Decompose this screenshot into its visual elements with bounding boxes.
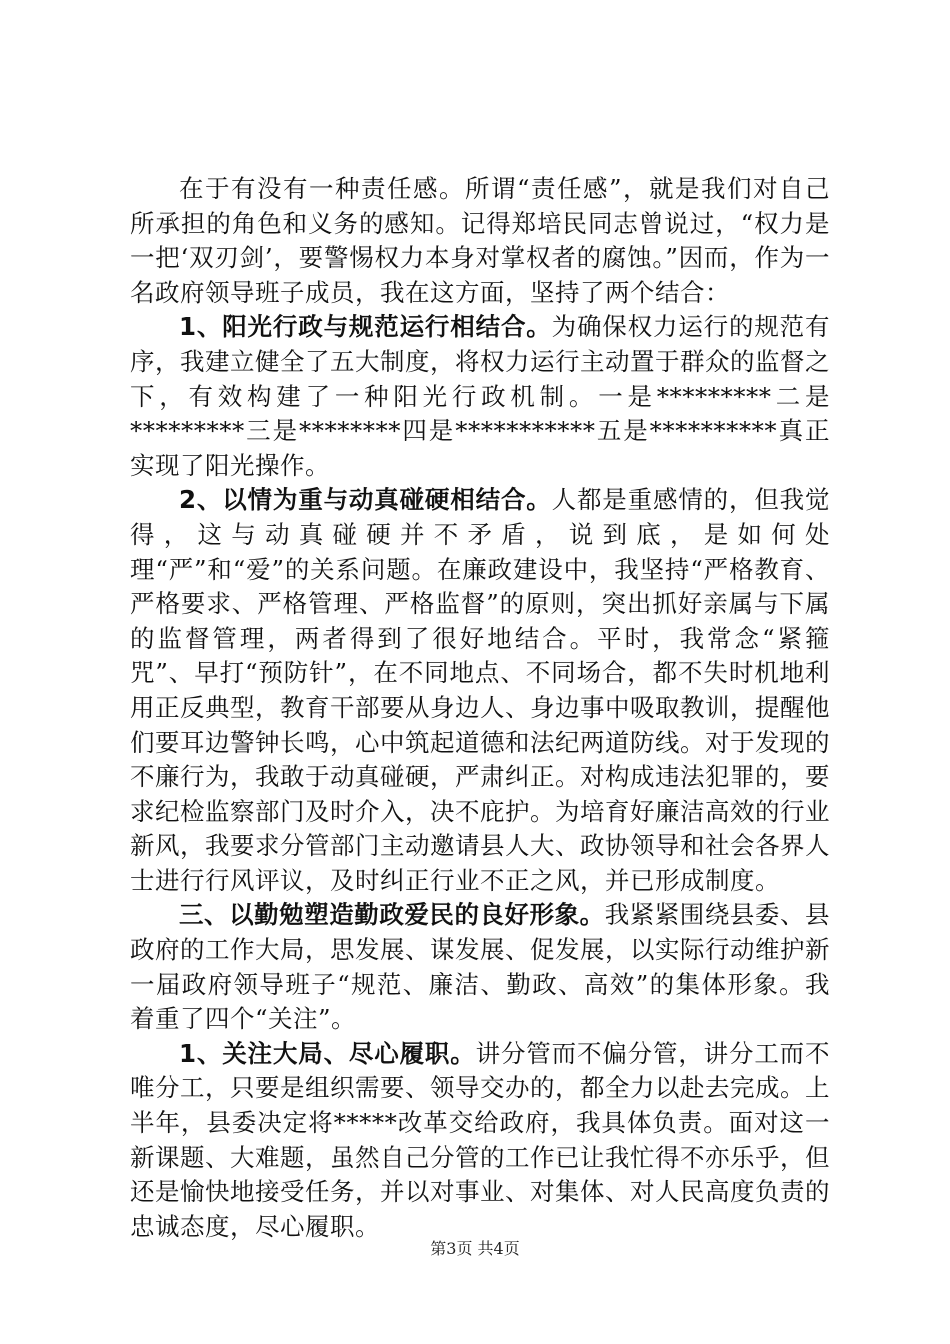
- paragraph-4-heading: 三、以勤勉塑造勤政爱民的良好形象。: [179, 900, 605, 930]
- paragraph-5: [130, 1037, 830, 1245]
- paragraph-3-heading: 2、以情为重与动真碰硬相结合。: [179, 485, 552, 515]
- paragraph-1: [130, 172, 830, 310]
- document-body: [130, 172, 830, 1244]
- paragraph-2-heading: 1、阳光行政与规范运行相结合。: [179, 312, 552, 342]
- paragraph-5-heading: 1、关注大局、尽心履职。: [179, 1038, 476, 1068]
- page-number-footer: 第3页 共4页: [430, 1239, 520, 1258]
- paragraph-3: [130, 483, 830, 898]
- paragraph-1-text: 在于有没有一种责任感。所谓“责任感”，就是我们对自己所承担的角色和义务的感知。记得郑培民同志曾说过，“权力是一把‘双刃剑’，要警惕权力本身对掌权者的腐蚀。”因而，作为一名政府领导班子成员，我在这方面，坚持了两个结合：: [130, 174, 830, 307]
- paragraph-4: [130, 898, 830, 1036]
- paragraph-2: [130, 310, 830, 483]
- paragraph-5-text: 讲分管而不偏分管，讲分工而不唯分工，只要是组织需要、领导交办的，都全力以赴去完成。上半年，县委决定将*****改革交给政府，我具体负责。面对这一新课题、大难题，虽然自己分管的工作已让我忙得不亦乐乎，但还是愉快地接受任务，并以对事业、对集体、对人民高度负责的忠诚态度，尽心履职。: [130, 1038, 831, 1241]
- paragraph-4-text: 我紧紧围绕县委、县政府的工作大局，思发展、谋发展、促发展，以实际行动维护新一届政府领导班子“规范、廉洁、勤政、高效”的集体形象。我着重了四个“关注”。: [130, 900, 831, 1034]
- paragraph-3-text: 人都是重感情的，但我觉得，这与动真碰硬并不矛盾，说到底，是如何处理“严”和“爱”的关系问题。在廉政建设中，我坚持“严格教育、严格要求、严格管理、严格监督”的原则，突出抓好亲属与下属的监督管理，两者得到了很好地结合。平时，我常念“紧箍咒”、早打“预防针”，在不同地点、不同场合，都不失时机地利用正反典型，教育干部要从身边人、身边事中吸取教训，提醒他们要耳边警钟长鸣，心中筑起道德和法纪两道防线。对于发现的不廉行为，我敢于动真碰硬，严肃纠正。对构成违法犯罪的，要求纪检监察部门及时介入，决不庇护。为培育好廉洁高效的行业新风，我要求分管部门主动邀请县人大、政协领导和社会各界人士进行行风评议，及时纠正行业不正之风，并已形成制度。: [130, 485, 831, 895]
- paragraph-2-text: 为确保权力运行的规范有序，我建立健全了五大制度，将权力运行主动置于群众的监督之下，有效构建了一种阳光行政机制。一是*********二是*********三是********四是***********五是**********真正实现了阳光操作。: [130, 312, 831, 480]
